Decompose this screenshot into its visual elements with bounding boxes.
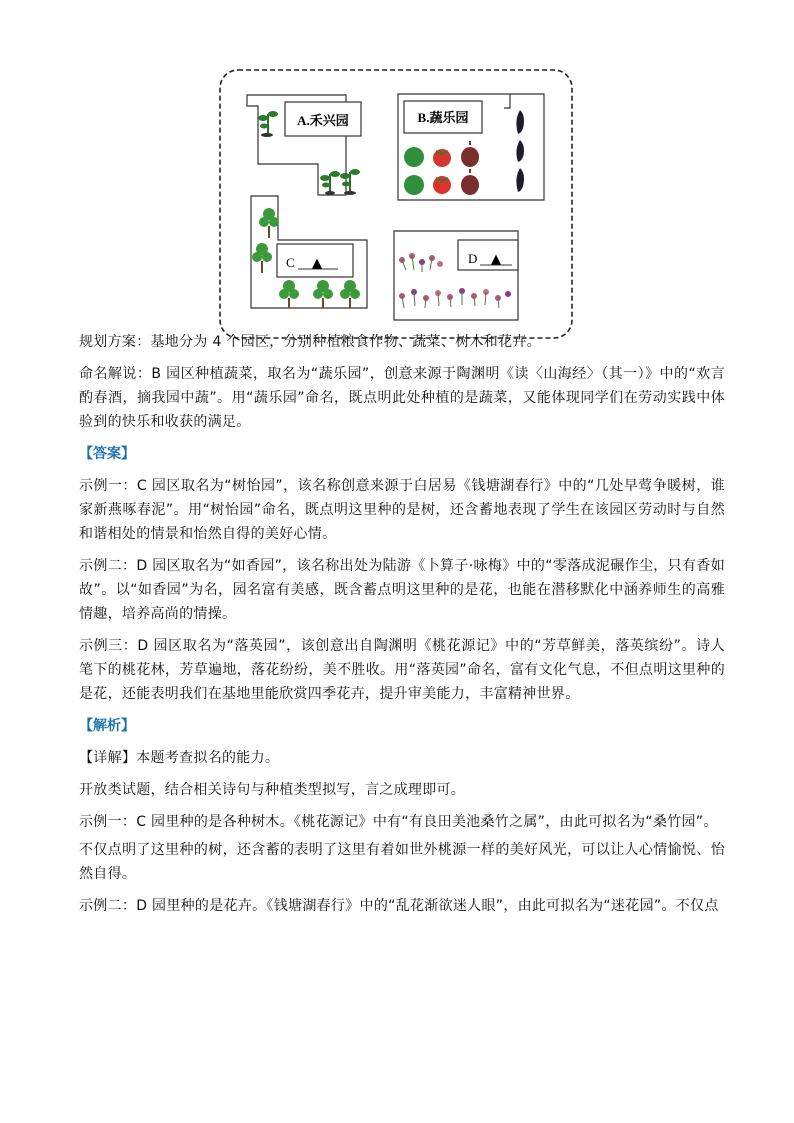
answer-example-3: 示例三：D 园区取名为“落英园”，该创意出自陶渊明《桃花源记》中的“芳草鲜美，落英缤纷”。诗人笔下的桃花林，芳草遍地，落花纷纷，美不胜收。用“落英园”命名，富有文化气息，不但点明这里种的是花，还能表明我们在基地里能欣赏四季花卉，提升审美能力，丰富精神世界。 <box>79 638 725 702</box>
answer-content <box>79 330 725 926</box>
answer-example-2: 示例二：D 园区取名为“如香园”，该名称出处为陆游《卜算子·咏梅》中的“零落成泥碾作尘，只有香如故”。以“如香园”为名，园名富有美感，既含蓄点明这里种的是花，也能在潜移默化中涵养师生的高雅情趣，培养高尚的情操。 <box>79 558 725 622</box>
detail-line: 【详解】本题考查拟名的能力。 <box>79 750 280 766</box>
garden-layout-diagram <box>218 68 574 340</box>
analysis-example-2: 示例二：D 园里种的是花卉。《钱塘湖春行》中的“乱花渐欲迷人眼”，由此可拟名为“迷花园”。不仅点 <box>79 898 719 914</box>
analysis-example-1a: 示例一：C 园里种的是各种树木。《桃花源记》中有“有良田美池桑竹之属”，由此可拟名为“桑竹园”。 <box>79 814 718 830</box>
zone-d-blank-marker: ▲ <box>491 252 501 267</box>
answer-example-1: 示例一：C 园区取名为“树怡园”，该名称创意来源于白居易《钱塘湖春行》中的“几处早莺争暖树，谁家新燕啄春泥”。用“树怡园”命名，既点明这里种的是树，还含蓄地表现了学生在该园区劳动时与自然和谐相处的情景和怡然自得的美好心情。 <box>79 478 725 542</box>
zone-c-blank-marker: ▲ <box>312 256 322 271</box>
zone-b-label: B.蔬乐园 <box>417 110 469 125</box>
zone-c-label: C <box>286 255 295 270</box>
zone-d-label: D <box>468 251 478 266</box>
zone-a-label: A.禾兴园 <box>297 113 349 128</box>
analysis-heading: 【解析】 <box>79 718 135 734</box>
naming-paragraph: 命名解说：B 园区种植蔬菜，取名为“蔬乐园”，创意来源于陶渊明《读〈山海经〉（其一）》中的“欢言酌春酒，摘我园中蔬”。用“蔬乐园”命名，既点明此处种植的是蔬菜，又能体现同学们在劳动实践中体验到的快乐和收获的满足。 <box>79 366 725 430</box>
plan-paragraph: 规划方案：基地分为 4 个园区，分别种植粮食作物、蔬菜、树木和花卉。 <box>79 334 542 350</box>
analysis-example-1b: 不仅点明了这里种的树，还含蓄的表明了这里有着如世外桃源一样的美好风光，可以让人心情愉悦、怡然自得。 <box>79 842 725 882</box>
open-question-line: 开放类试题，结合相关诗句与种植类型拟写，言之成理即可。 <box>79 782 466 798</box>
dashed-border <box>220 70 572 338</box>
answer-heading: 【答案】 <box>79 446 135 462</box>
